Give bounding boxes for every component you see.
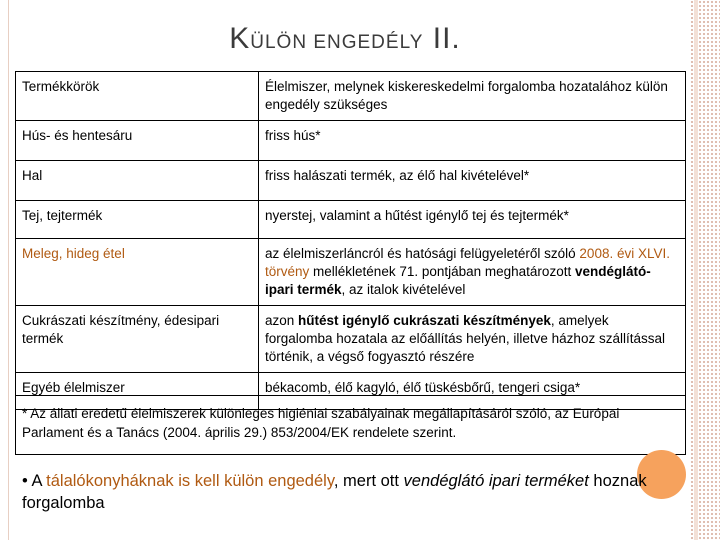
row-description — [259, 239, 685, 305]
row-category: Hal — [16, 161, 259, 200]
desc-text: mellékletének 71. pontjában meghatározott — [309, 264, 575, 279]
table-row — [16, 201, 685, 239]
slide-title — [0, 22, 690, 56]
permit-table — [15, 71, 686, 410]
header-col2: Élelmiszer, melynek kiskereskedelmi forgalomba hozatalához külön engedély szükséges — [265, 79, 668, 112]
title-rest: ÜLÖN ENGEDÉLY — [250, 32, 424, 53]
row-category: Tej, tejtermék — [16, 201, 259, 238]
title-numeral: II. — [423, 22, 461, 55]
decorative-left-rule — [8, 0, 9, 540]
title-first-letter: K — [229, 22, 251, 55]
desc-text: az élelmiszerláncról és hatósági felügyeletéről szóló — [265, 246, 580, 261]
bullet-end: hoznak forgalomba — [22, 472, 647, 512]
table-row — [16, 239, 685, 306]
row-description — [259, 306, 685, 372]
table-row — [16, 121, 685, 161]
row-category: Cukrászati készítmény, édesipari termék — [16, 306, 259, 372]
decorative-right-rule — [694, 0, 698, 540]
row-description: békacomb, élő kagyló, élő tüskésbőrű, tengeri csiga* — [265, 380, 581, 395]
desc-text: , az italok kivételével — [341, 282, 466, 297]
bullet-italic: vendéglátó ipari terméket — [403, 472, 589, 490]
footnote: * Az állati eredetű élelmiszerek különleges higiéniai szabályainak megállapításáról szóló, az Európai Parlament és a Tanács (2004. április 29.) 853/2004/EK rendelete szerint. — [15, 395, 686, 455]
row-description: friss hús* — [265, 128, 321, 143]
table-row — [16, 161, 685, 201]
table-header-row — [16, 72, 685, 121]
desc-bold: hűtést igénylő cukrászati készítmények — [298, 313, 551, 328]
desc-text: , amelyek forgalomba hozatala az előállítás helyén, illetve házhoz szállítással történik, a végső fogyasztó részére — [265, 313, 665, 364]
row-category: Hús- és hentesáru — [16, 121, 259, 160]
row-category: Meleg, hideg étel — [16, 239, 259, 305]
desc-bold: vendéglátó-ipari termék — [265, 264, 651, 297]
law-reference-link[interactable]: 2008. évi XLVI. törvény — [265, 246, 670, 279]
bullet-highlight: tálalókonyháknak is kell külön engedély — [46, 472, 334, 490]
bullet-middle: , mert ott — [333, 472, 404, 490]
header-col1: Termékkörök — [16, 72, 259, 120]
row-description: friss halászati termék, az élő hal kivételével* — [265, 168, 530, 183]
desc-text: azon — [265, 313, 299, 328]
bullet-marker: • A — [22, 472, 47, 490]
row-description: nyerstej, valamint a hűtést igénylő tej és tejtermék* — [265, 208, 569, 223]
bullet-point — [22, 470, 672, 514]
table-row — [16, 306, 685, 373]
row-category: Egyéb élelmiszer — [16, 373, 259, 409]
